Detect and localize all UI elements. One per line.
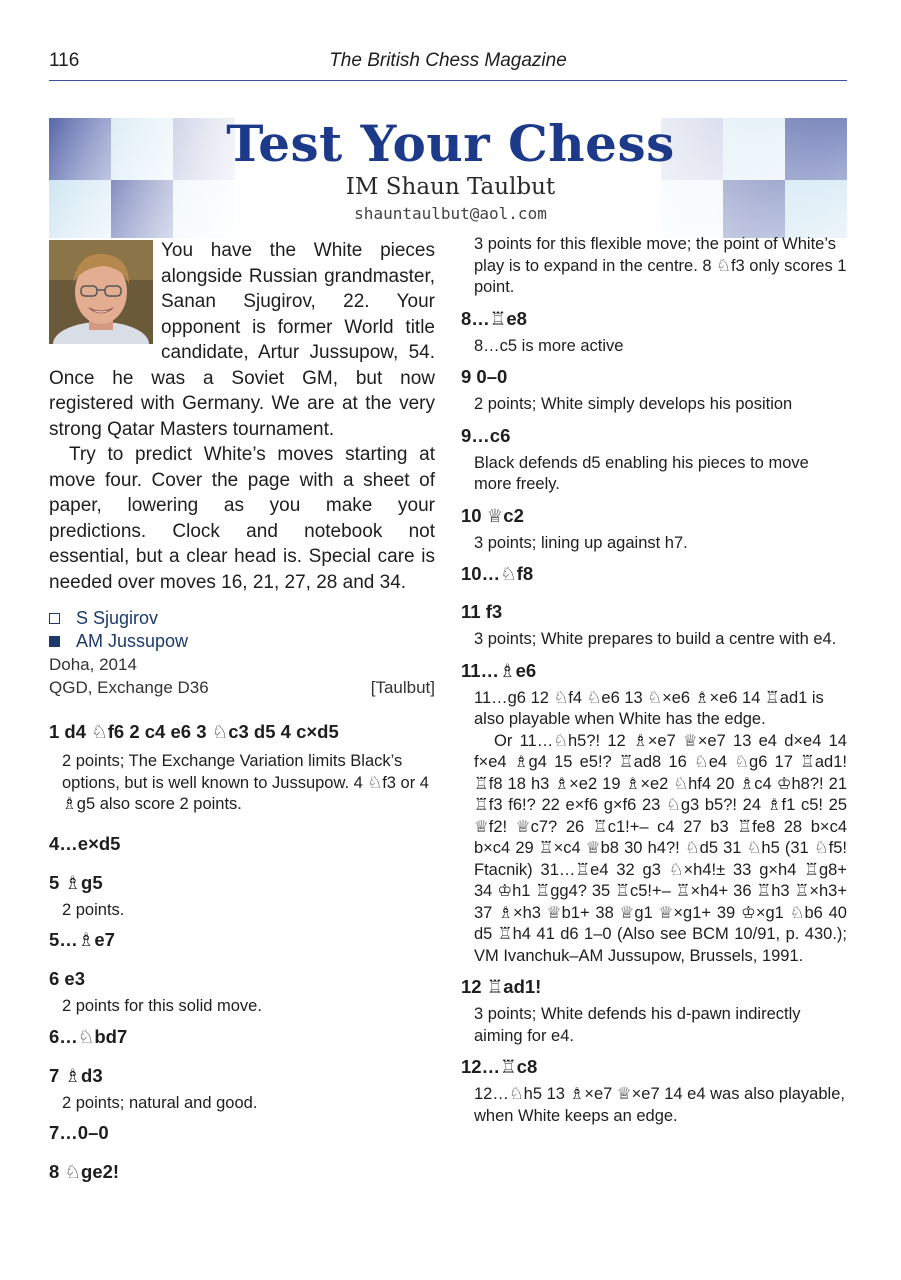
move-12: 12 ♖ad1! [461, 976, 542, 997]
note-12: 3 points; White defends his d-pawn indirectly aiming for e4. [474, 1005, 801, 1045]
move-5: 5 ♗g5 [49, 871, 103, 893]
move-11: 11 f3 [461, 601, 503, 622]
running-head [49, 50, 847, 74]
page-number: 116 [49, 50, 80, 71]
note-11b: 11…g6 12 ♘f4 ♘e6 13 ♘×e6 ♗×e6 14 ♖ad1 is also playable when White has the edge. [474, 688, 824, 728]
black-player: AM Jussupow [49, 630, 435, 653]
note-9: 2 points; White simply develops his position [474, 395, 793, 413]
note-10: 3 points; lining up against h7. [474, 533, 688, 552]
move-7b: 7…0–0 [49, 1122, 109, 1143]
right-column [461, 234, 847, 1127]
move-1-4: 1 d4 ♘f6 2 c4 e6 3 ♘c3 d5 4 c×d5 [49, 721, 339, 742]
note-12b: 12…♘h5 13 ♗×e7 ♕×e7 14 e4 was also playable, when White keeps an edge. [474, 1085, 845, 1125]
intro-paragraph-1 [49, 238, 435, 442]
move-10: 10 ♕c2 [461, 504, 524, 526]
black-square-icon [49, 636, 60, 647]
move-9: 9 0–0 [461, 366, 508, 387]
opening: QGD, Exchange D36 [49, 678, 209, 697]
move-6b: 6…♘bd7 [49, 1025, 128, 1047]
note-8b: 8…c5 is more active [474, 336, 624, 355]
move-4b: 4…e×d5 [49, 832, 121, 854]
move-8b: 8…♖e8 [461, 307, 527, 329]
intro-paragraph-2: Try to predict White’s moves starting at move four. Cover the page with a sheet of paper, lowering as you make your predictions. Clock and notebook not essential, but a clear head is. Special care is needed over moves 16, 21, 27, 28 and 34. [49, 444, 435, 593]
white-square-icon [49, 613, 60, 624]
move-7: 7 ♗d3 [49, 1064, 103, 1086]
note-6: 2 points for this solid move. [62, 997, 262, 1015]
author-email: shauntaulbut@aol.com [354, 204, 547, 223]
author-name: IM Shaun Taulbut [345, 174, 556, 200]
header-rule [49, 80, 847, 81]
move-6: 6 e3 [49, 968, 86, 989]
white-player: S Sjugirov [49, 607, 435, 630]
game-header [49, 607, 435, 653]
note-9b: Black defends d5 enabling his pieces to move more freely. [474, 453, 809, 493]
game-info [49, 653, 435, 699]
move-11b: 11…♗e6 [461, 659, 537, 681]
magazine-title: The British Chess Magazine [329, 50, 567, 71]
move-8: 8 ♘ge2! [49, 1161, 120, 1182]
note-1-4: 2 points; The Exchange Variation limits Black’s options, but is well known to Jussupow. 4 ♘f3 or 4 ♗g5 also score 2 points. [62, 752, 429, 813]
annotator: [Taulbut] [370, 678, 435, 697]
move-5b: 5…♗e7 [49, 929, 115, 950]
move-9b: 9…c6 [461, 424, 511, 446]
note-11: 3 points; White prepares to build a centre with e4. [474, 630, 837, 648]
note-8: 3 points for this flexible move; the point of White’s play is to expand in the centre. 8 ♘f3 only scores 1 point. [474, 235, 847, 296]
intro-text-1: You have the White pieces alongside Russian grandmaster, Sanan Sjugirov, 22. Your opponent is former World title candidate, Artur Jussupow, 54. Once he was a Soviet GM, but now registered with Germany. We are at the very strong Qatar Masters tournament. [49, 240, 435, 440]
note-11b-long: Or 11…♘h5?! 12 ♗×e7 ♕×e7 13 e4 d×e4 14 f×e4 ♗g4 15 e5!? ♖ad8 16 ♘e4 ♘g6 17 ♖ad1! ♖f8 18 h3 ♗×e2 19 ♗×e2 ♘hf4 20 ♗c4 ♔h8?! 21 ♖f3 f6!? 22 e×f6 g×f6 23 ♘g3 b5?! 24 ♗f1 c5! 25 ♕f2! ♕c7? 26 ♖c1!+– c4 27 b3 ♖fe8 28 b×c4 b×c4 29 ♖×c4 ♕b8 30 h4?! ♘d5 31 ♘h5 (31 ♘f5! Ftacnik) 31…♖e4 32 g3 ♘×h4!± 33 g×h4 ♖g8+ 34 ♔h1 ♖gg4? 35 ♖c5!+– ♖×h4+ 36 ♖h3 ♖×h3+ 37 ♗×h3 ♕b1+ 38 ♕g1 ♕×g1+ 39 ♔×g1 ♘b6 40 d5 ♖h4 41 d6 1–0 (Also see BCM 10/91, p. 430.); VM Ivanchuk–AM Jussupow, Brussels, 1991. [474, 731, 847, 965]
event: Doha, 2014 [49, 655, 137, 674]
article-title: Test Your Chess [226, 114, 675, 173]
move-12b: 12…♖c8 [461, 1056, 538, 1077]
note-7: 2 points; natural and good. [62, 1093, 258, 1112]
left-column [49, 238, 435, 1183]
note-5: 2 points. [62, 900, 125, 919]
move-10b: 10…♘f8 [461, 563, 534, 584]
